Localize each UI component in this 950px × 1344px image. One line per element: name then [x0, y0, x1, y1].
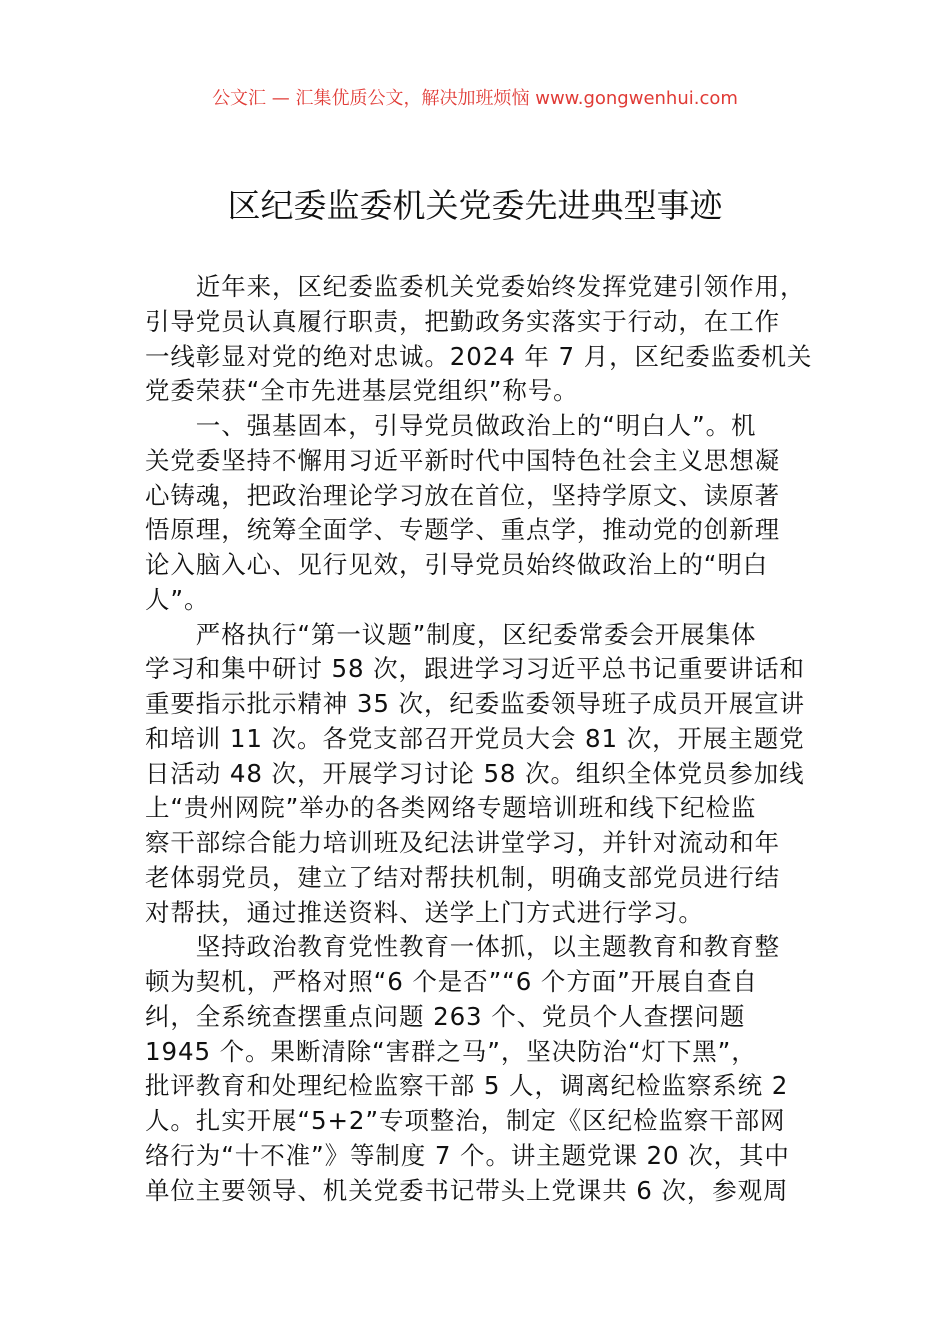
- text-line: 近年来，区纪委监委机关党委始终发挥党建引领作用，: [145, 272, 806, 301]
- text-line: 心铸魂，把政治理论学习放在首位，坚持学原文、读原著: [145, 480, 780, 510]
- document-title: 区纪委监委机关党委先进典型事迹: [227, 186, 723, 225]
- text-line: 日活动 48 次，开展学习讨论 58 次。组织全体党员参加线: [145, 758, 805, 788]
- site-banner: 公文汇 — 汇集优质公文，解决加班烦恼 www.gongwenhui.com: [212, 88, 738, 109]
- text-line: 悟原理，统筹全面学、专题学、重点学，推动党的创新理: [145, 515, 780, 545]
- text-line: 络行为“十不准”》等制度 7 个。讲主题党课 20 次，其中: [145, 1140, 790, 1170]
- text-line: 引导党员认真履行职责，把勤政务实落实于行动，在工作: [145, 306, 780, 336]
- text-line: 论入脑入心、见行见效，引导党员始终做政治上的“明白: [145, 550, 769, 579]
- text-line: 和培训 11 次。各党支部召开党员大会 81 次，开展主题党: [145, 723, 805, 753]
- text-line: 一线彰显对党的绝对忠诚。2024 年 7 月，区纪委监委机关: [145, 341, 813, 371]
- text-line: 关党委坚持不懈用习近平新时代中国特色社会主义思想凝: [145, 445, 780, 475]
- text-line: 纠，全系统查摆重点问题 263 个、党员个人查摆问题: [145, 1001, 746, 1031]
- text-line: 学习和集中研讨 58 次，跟进学习习近平总书记重要讲话和: [145, 654, 805, 684]
- text-line: 一、强基固本，引导党员做政治上的“明白人”。机: [145, 411, 757, 440]
- text-line: 顿为契机，严格对照“6 个是否”“6 个方面”开展自查自: [145, 967, 758, 996]
- document-body: [145, 270, 825, 1208]
- text-line: 1945 个。果断清除“害群之马”，坚决防治“灯下黑”，: [145, 1036, 757, 1066]
- text-line: 人。扎实开展“5+2”专项整治，制定《区纪检监察干部网: [145, 1106, 786, 1135]
- text-line: 老体弱党员，建立了结对帮扶机制，明确支部党员进行结: [145, 862, 780, 892]
- text-line: 重要指示批示精神 35 次，纪委监委领导班子成员开展宣讲: [145, 689, 805, 718]
- text-line: 坚持政治教育党性教育一体抓，以主题教育和教育整: [145, 932, 780, 962]
- text-line: 人”。: [145, 584, 210, 614]
- text-line: 党委荣获“全市先进基层党组织”称号。: [145, 376, 579, 406]
- text-line: 单位主要领导、机关党委书记带头上党课共 6 次，参观周: [145, 1175, 789, 1205]
- text-line: 对帮扶，通过推送资料、送学上门方式进行学习。: [145, 897, 704, 927]
- text-line: 严格执行“第一议题”制度，区纪委常委会开展集体: [145, 619, 757, 649]
- text-line: 上“贵州网院”举办的各类网络专题培训班和线下纪检监: [145, 793, 757, 823]
- text-line: 察干部综合能力培训班及纪法讲堂学习，并针对流动和年: [145, 828, 780, 857]
- text-line: 批评教育和处理纪检监察干部 5 人，调离纪检监察系统 2: [145, 1071, 789, 1101]
